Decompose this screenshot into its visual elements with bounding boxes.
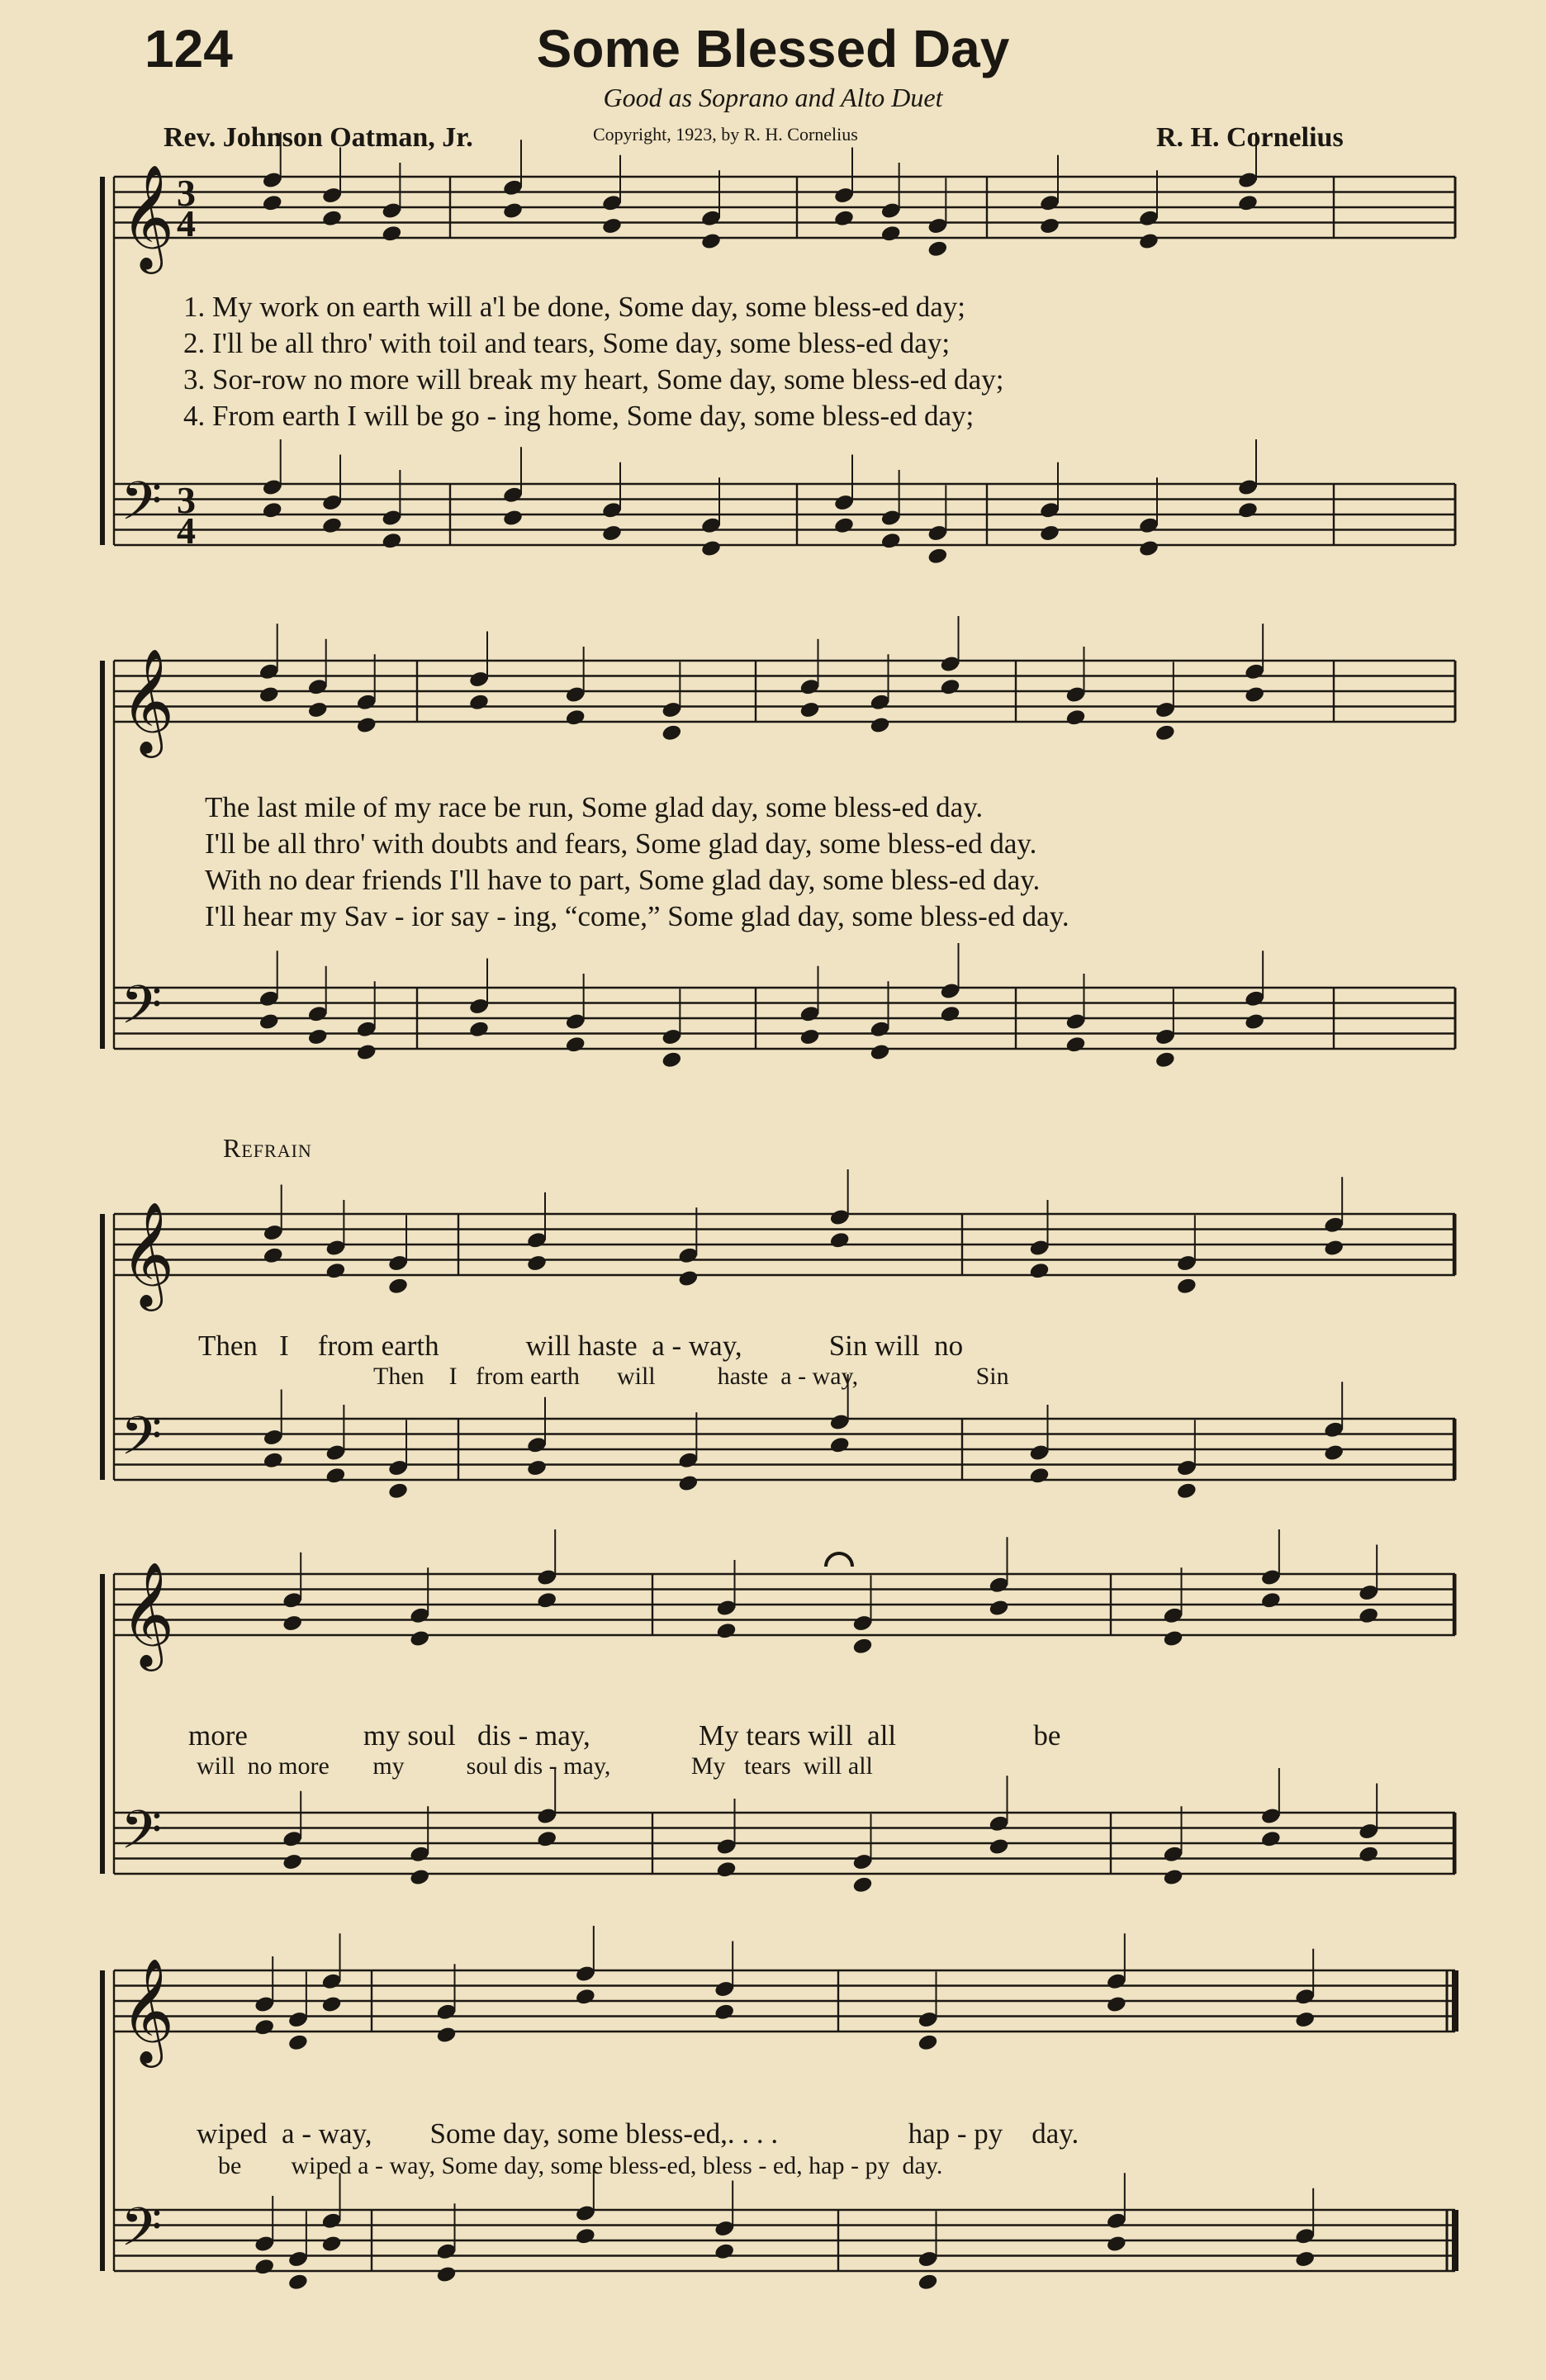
note-head (1294, 2250, 1316, 2269)
note-head (1039, 216, 1060, 235)
note-head (1028, 1261, 1050, 1280)
note-head (287, 2273, 309, 2292)
note-head (1162, 1629, 1183, 1648)
note-head (387, 1277, 409, 1296)
note-head (927, 239, 948, 258)
note-head (387, 1482, 409, 1501)
note-head (565, 1035, 586, 1054)
refrain-line-2-lower: will no more my soul dis - may, My tears will all (197, 1752, 873, 1780)
note-head (880, 224, 902, 243)
time-signature-bottom: 4 (177, 510, 196, 552)
note-head (917, 2273, 938, 2292)
verse-3-line-b: With no dear friends I'll have to part, Some glad day, some bless-ed day. (205, 864, 1041, 896)
refrain-line-1-upper: Then I from earth will haste a - way, Sin will no (198, 1330, 964, 1362)
note-head (435, 2265, 457, 2284)
note-head (714, 2242, 735, 2261)
note-head (325, 1466, 346, 1485)
refrain-line-3-upper: wiped a - way, Some day, some bless-ed,. . . . hap - py day. (197, 2117, 1079, 2150)
note-head (677, 1474, 699, 1493)
note-head (833, 209, 855, 228)
note-head (526, 1254, 548, 1273)
note-head (1162, 1868, 1183, 1887)
note-head (575, 1987, 596, 2006)
note-head (677, 1269, 699, 1288)
note-head (435, 2026, 457, 2045)
note-head (502, 201, 524, 220)
note-head (502, 509, 524, 528)
note-head (988, 1599, 1009, 1618)
bass-clef-icon: 𝄢 (121, 974, 163, 1050)
note-head (1260, 1591, 1282, 1610)
note-head (356, 716, 377, 735)
copyright-notice: Copyright, 1923, by R. H. Cornelius (593, 124, 858, 145)
note-head (661, 723, 682, 742)
treble-clef-icon: 𝄞 (121, 1561, 175, 1666)
note-head (320, 1995, 342, 2014)
note-head (263, 1246, 284, 1265)
note-head (258, 1012, 280, 1031)
bass-clef-icon: 𝄢 (121, 1799, 163, 1875)
hymn-number: 124 (145, 19, 233, 78)
note-head (409, 1629, 430, 1648)
note-head (988, 1837, 1009, 1856)
note-head (321, 209, 343, 228)
note-head (927, 547, 948, 566)
note-head (869, 1043, 890, 1062)
note-head (263, 1451, 284, 1470)
refrain-line-1-lower: Then I from earth will haste a - way, Sin (373, 1363, 1009, 1390)
treble-clef-icon: 𝄞 (121, 1201, 175, 1306)
note-head (1176, 1277, 1197, 1296)
hymn-title: Some Blessed Day (536, 19, 1010, 78)
note-head (1358, 1606, 1379, 1625)
note-head (715, 1621, 737, 1640)
note-head (1244, 685, 1265, 704)
note-head (851, 1875, 873, 1894)
note-head (939, 677, 960, 696)
verse-1-line-b: The last mile of my race be run, Some glad day, some bless-ed day. (205, 791, 984, 823)
note-head (715, 1860, 737, 1879)
note-head (799, 1027, 820, 1046)
note-head (262, 500, 283, 519)
note-head (575, 2226, 596, 2245)
note-head (829, 1435, 851, 1454)
note-head (1065, 708, 1086, 727)
note-head (1155, 723, 1176, 742)
note-head (880, 531, 902, 550)
note-head (287, 2033, 309, 2052)
note-head (307, 1027, 329, 1046)
note-head (1358, 1845, 1379, 1864)
note-head (536, 1829, 557, 1848)
note-head (1039, 524, 1060, 543)
verse-2-line-a: 2. I'll be all thro' with toil and tears, Some day, some bless-ed day; (183, 327, 951, 359)
treble-clef-icon: 𝄞 (121, 647, 175, 753)
note-head (282, 1852, 303, 1871)
author-credit: Rev. Johnson Oatman, Jr. (164, 122, 473, 153)
note-head (700, 232, 722, 251)
note-head (939, 1004, 960, 1023)
note-head (1176, 1482, 1197, 1501)
note-head (321, 516, 343, 535)
note-head (1323, 1444, 1344, 1463)
note-head (601, 524, 623, 543)
note-head (536, 1591, 557, 1610)
time-signature-top: 3 (177, 172, 196, 214)
note-head (700, 539, 722, 558)
note-head (1106, 2235, 1127, 2254)
refrain-line-3-lower: be wiped a - way, Some day, some bless-ed, bless - ed, hap - py day. (218, 2152, 943, 2179)
treble-clef-icon: 𝄞 (121, 164, 175, 269)
note-head (526, 1458, 548, 1477)
hymn-subtitle: Good as Soprano and Alto Duet (603, 83, 943, 112)
time-signature-bottom: 4 (177, 202, 196, 244)
refrain-label: Refrain (223, 1133, 312, 1163)
note-head (565, 708, 586, 727)
refrain-line-2-upper: more my soul dis - may, My tears will all be (188, 1719, 1061, 1752)
composer-credit: R. H. Cornelius (1156, 122, 1344, 153)
note-head (833, 516, 855, 535)
note-head (1323, 1239, 1344, 1258)
note-head (714, 2003, 735, 2022)
verse-1-line-a: 1. My work on earth will a'l be done, Some day, some bless-ed day; (183, 291, 965, 323)
fermata-icon (826, 1553, 852, 1567)
verse-4-line-a: 4. From earth I will be go - ing home, Some day, some bless-ed day; (183, 400, 975, 432)
note-head (262, 193, 283, 212)
note-head (409, 1868, 430, 1887)
note-head (254, 2257, 275, 2276)
note-head (325, 1261, 346, 1280)
note-head (258, 685, 280, 704)
note-head (468, 693, 490, 712)
note-head (1260, 1829, 1282, 1848)
verse-2-line-b: I'll be all thro' with doubts and fears, Some glad day, some bless-ed day. (205, 827, 1037, 860)
note-head (799, 700, 820, 719)
note-head (661, 1050, 682, 1069)
note-head (320, 2235, 342, 2254)
treble-clef-icon: 𝄞 (121, 1957, 175, 2063)
note-head (1155, 1050, 1176, 1069)
bass-clef-icon: 𝄢 (121, 2197, 163, 2272)
note-head (1138, 232, 1160, 251)
note-head (829, 1230, 851, 1249)
note-head (869, 716, 890, 735)
bass-clef-icon: 𝄢 (121, 1406, 163, 1481)
note-head (356, 1043, 377, 1062)
bass-clef-icon: 𝄢 (121, 471, 163, 546)
verse-3-line-a: 3. Sor-row no more will break my heart, Some day, some bless-ed day; (183, 363, 1004, 396)
note-head (468, 1020, 490, 1039)
note-head (381, 531, 402, 550)
note-head (1138, 539, 1160, 558)
note-head (381, 224, 402, 243)
note-head (1065, 1035, 1086, 1054)
note-head (1244, 1012, 1265, 1031)
note-head (917, 2033, 938, 2052)
note-head (282, 1614, 303, 1633)
verse-4-line-b: I'll hear my Sav - ior say - ing, “come,” Some glad day, some bless-ed day. (205, 900, 1069, 932)
note-head (1028, 1466, 1050, 1485)
note-head (254, 2017, 275, 2036)
note-head (601, 216, 623, 235)
time-signature-top: 3 (177, 479, 196, 521)
note-head (1106, 1995, 1127, 2014)
note-head (851, 1637, 873, 1656)
note-head (1237, 193, 1259, 212)
note-head (1237, 500, 1259, 519)
note-head (307, 700, 329, 719)
note-head (1294, 2010, 1316, 2029)
